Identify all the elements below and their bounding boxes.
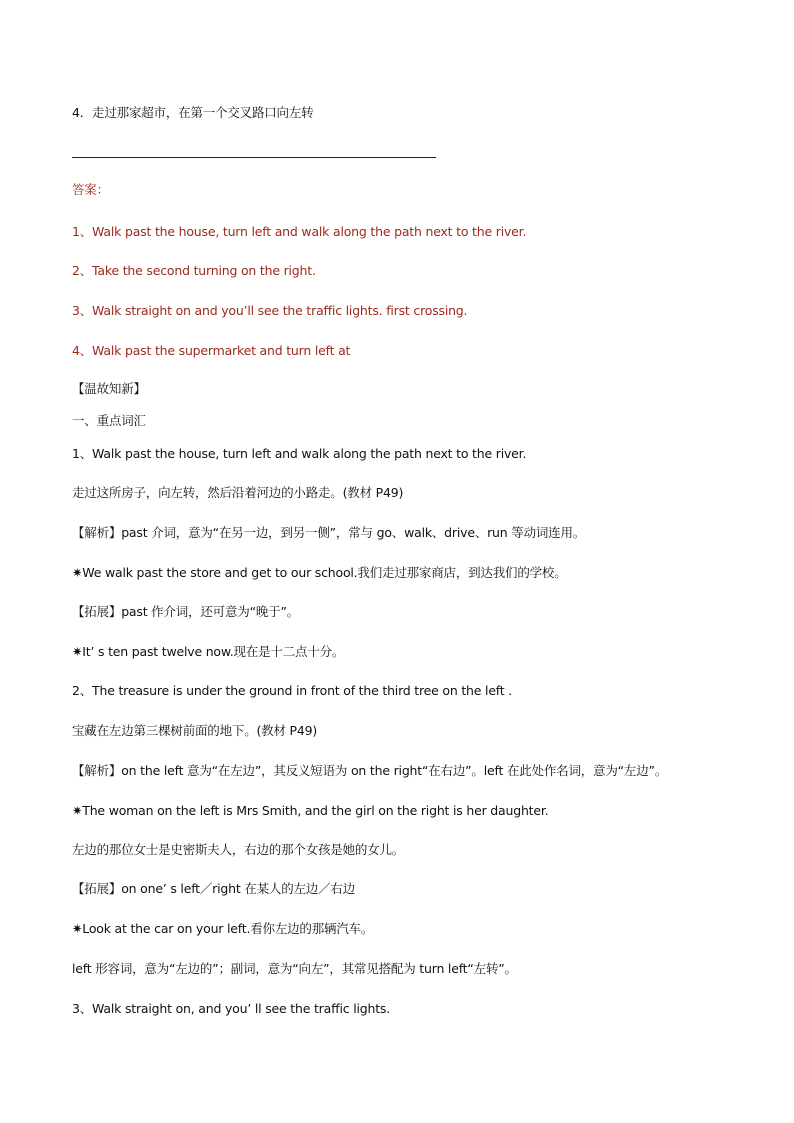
review-line: 【拓展】past 作介词，还可意为“晚于”。 <box>72 604 300 619</box>
review-line: ✷We walk past the store and get to our school.我们走过那家商店，到达我们的学校。 <box>72 565 567 580</box>
review-line: ✷Look at the car on your left.看你左边的那辆汽车。 <box>72 921 374 936</box>
answer-item: 4、Walk past the supermarket and turn left at <box>72 343 351 358</box>
review-line: 3、Walk straight on, and you’ ll see the traffic lights. <box>72 1001 390 1016</box>
question-4: 4．走过那家超市，在第一个交叉路口向左转 <box>72 105 314 120</box>
answer-item: 2、Take the second turning on the right. <box>72 263 316 278</box>
review-line: 1、Walk past the house, turn left and walk along the path next to the river. <box>72 446 527 461</box>
review-line: ✷The woman on the left is Mrs Smith, and the girl on the right is her daughter. <box>72 803 549 818</box>
review-line: 走过这所房子，向左转，然后沿着河边的小路走。(教材 P49) <box>72 485 404 500</box>
review-line: left 形容词，意为“左边的”；副词，意为“向左”，其常见搭配为 turn left“左转”。 <box>72 961 517 976</box>
answer-item: 3、Walk straight on and you’ll see the traffic lights. first crossing. <box>72 303 468 318</box>
answer-item: 1、Walk past the house, turn left and walk along the path next to the river. <box>72 224 527 239</box>
review-line: 【解析】past 介词，意为“在另一边，到另一侧”，常与 go、walk、drive、run 等动词连用。 <box>72 525 586 540</box>
review-line: 宝藏在左边第三棵树前面的地下。(教材 P49) <box>72 723 318 738</box>
subsection-title: 一、重点词汇 <box>72 413 146 428</box>
review-line: ✷It’ s ten past twelve now.现在是十二点十分。 <box>72 644 345 659</box>
review-line: 2、The treasure is under the ground in front of the third tree on the left . <box>72 683 513 698</box>
review-line: 【解析】on the left 意为“在左边”，其反义短语为 on the right“在右边”。left 在此处作名词，意为“左边”。 <box>72 763 668 778</box>
section-title: 【温故知新】 <box>72 381 146 396</box>
review-line: 【拓展】on one’ s left／right 在某人的左边／右边 <box>72 881 356 896</box>
answer-blank-line <box>72 157 436 158</box>
review-line: 左边的那位女士是史密斯夫人，右边的那个女孩是她的女儿。 <box>72 842 405 857</box>
answer-heading: 答案： <box>72 182 109 197</box>
